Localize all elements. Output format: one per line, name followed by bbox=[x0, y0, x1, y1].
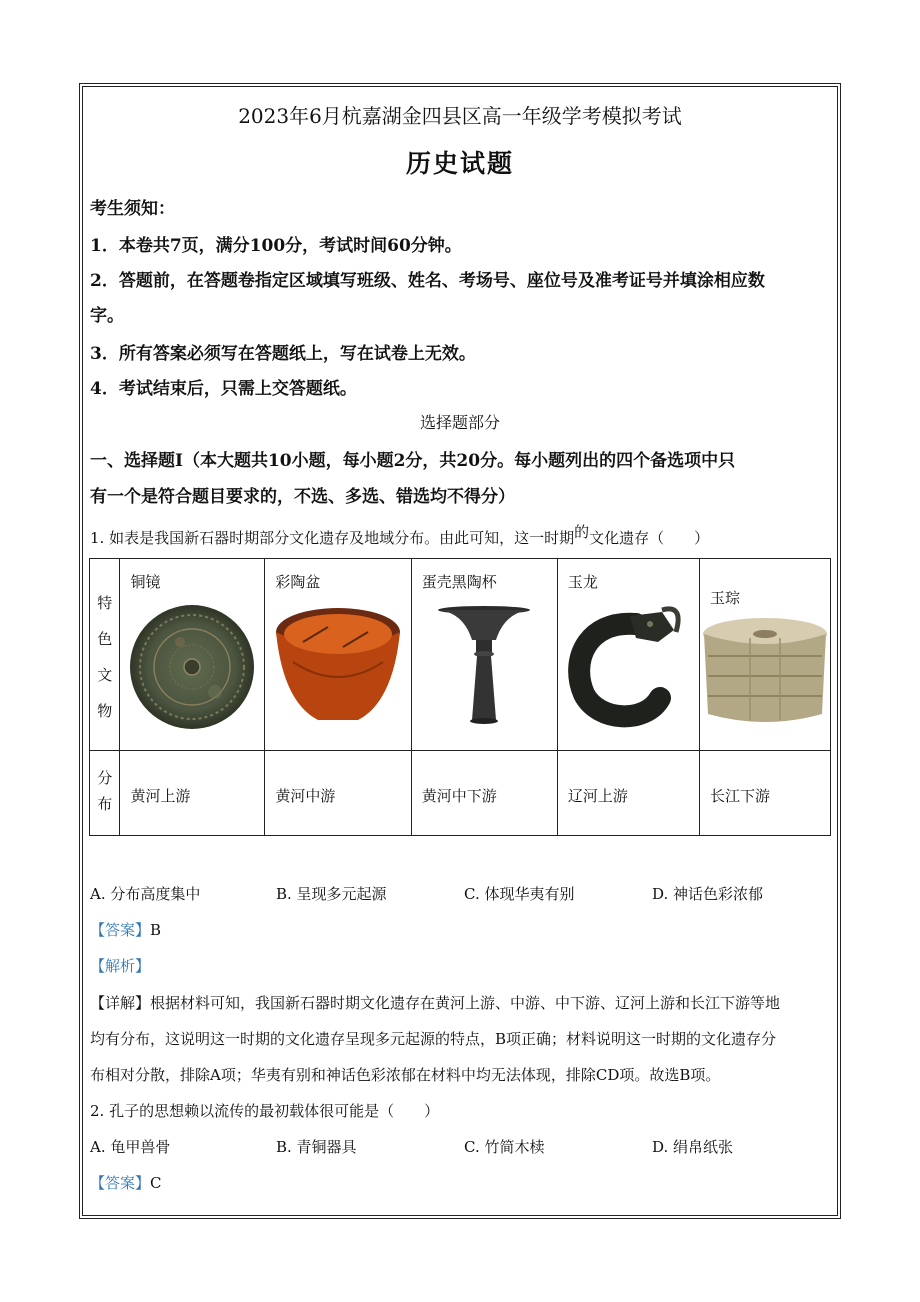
notice-item-3: 3．所有答案必须写在答题纸上，写在试卷上无效。 bbox=[90, 344, 476, 364]
relic-cell-basin bbox=[265, 559, 411, 751]
painted-pottery-basin-icon bbox=[273, 602, 403, 728]
q1-stem-a: 1. 如表是我国新石器时期部分文化遗存及地域分布。由此可知，这一时期 bbox=[90, 529, 575, 547]
q1-detail-line2: 均有分布，这说明这一时期的文化遗存呈现多元起源的特点，B项正确；材料说明这一时期的文化遗存分 bbox=[90, 1030, 777, 1048]
q1-option-b: B. 呈现多元起源 bbox=[276, 885, 387, 903]
q1-option-a: A. 分布高度集中 bbox=[90, 885, 201, 903]
notice-item-4: 4．考试结束后，只需上交答题纸。 bbox=[90, 379, 357, 399]
subject-title: 历史试题 bbox=[405, 149, 514, 178]
relic-name: 蛋壳黑陶杯 bbox=[421, 573, 497, 591]
notice-item-2: 2．答题前，在答题卷指定区域填写班级、姓名、考场号、座位号及准考证号并填涂相应数 bbox=[90, 271, 765, 291]
q2-stem: 2. 孔子的思想赖以流传的最初载体很可能是（ ） bbox=[90, 1102, 440, 1120]
eggshell-black-pottery-cup-icon bbox=[434, 602, 534, 728]
region-cell: 黄河中游 bbox=[265, 751, 411, 836]
q1-stem bbox=[90, 523, 710, 548]
q1-option-c: C. 体现华夷有别 bbox=[464, 885, 575, 903]
answer-value: C bbox=[150, 1174, 162, 1192]
relic-cell-mirror bbox=[120, 559, 265, 751]
relics-table bbox=[89, 558, 831, 836]
relic-name: 玉琮 bbox=[710, 589, 741, 607]
region-cell: 黄河中下游 bbox=[411, 751, 557, 836]
relic-cell-cong bbox=[700, 559, 831, 751]
q1-detail-line3: 布相对分散，排除A项；华夷有别和神话色彩浓郁在材料中均无法体现，排除CD项。故选B项。 bbox=[90, 1066, 721, 1084]
q1-option-d: D. 神话色彩浓郁 bbox=[652, 885, 764, 903]
region-cell: 长江下游 bbox=[700, 751, 831, 836]
q2-option-b: B. 青铜器具 bbox=[276, 1138, 357, 1156]
notice-item-1: 1．本卷共7页，满分100分，考试时间60分钟。 bbox=[90, 236, 462, 256]
answer-tag: 【答案】 bbox=[90, 921, 151, 939]
notice-item-2-cont: 字。 bbox=[90, 306, 124, 326]
notice-heading: 考生须知： bbox=[90, 199, 175, 219]
region-cell: 辽河上游 bbox=[557, 751, 699, 836]
relic-name: 玉龙 bbox=[567, 573, 598, 591]
part1-instructions-line2: 有一个是符合题目要求的，不选、多选、错选均不得分） bbox=[90, 487, 515, 507]
answer-value: B bbox=[150, 921, 162, 939]
row-label-distribution: 分 布 bbox=[90, 751, 120, 836]
q1-analysis-tag: 【解析】 bbox=[90, 957, 151, 975]
q2-option-a: A. 龟甲兽骨 bbox=[90, 1138, 171, 1156]
q2-option-c: C. 竹简木椟 bbox=[464, 1138, 545, 1156]
exam-title: 2023年6月杭嘉湖金四县区高一年级学考模拟考试 bbox=[238, 104, 682, 128]
q2-answer bbox=[90, 1172, 162, 1193]
answer-tag: 【答案】 bbox=[90, 1174, 151, 1192]
q1-answer bbox=[90, 919, 161, 940]
q1-detail-line1: 【详解】根据材料可知，我国新石器时期文化遗存在黄河上游、中游、中下游、辽河上游和长江下游等地 bbox=[90, 994, 781, 1012]
region-cell: 黄河上游 bbox=[120, 751, 265, 836]
relic-name: 铜镜 bbox=[130, 573, 161, 591]
q2-option-d: D. 绢帛纸张 bbox=[652, 1138, 734, 1156]
relic-cell-cup bbox=[411, 559, 557, 751]
relic-cell-dragon bbox=[557, 559, 699, 751]
section-title: 选择题部分 bbox=[419, 413, 500, 432]
bronze-mirror-icon bbox=[125, 602, 259, 732]
q1-stem-b: 文化遗存（ ） bbox=[589, 529, 710, 547]
part1-instructions-line1: 一、选择题Ⅰ（本大题共10小题，每小题2分，共20分。每小题列出的四个备选项中只 bbox=[90, 451, 736, 471]
q1-stem-sup: 的 bbox=[574, 523, 590, 541]
relic-name: 彩陶盆 bbox=[275, 573, 321, 591]
row-label-relics: 特 色 文 物 bbox=[90, 559, 120, 751]
jade-cong-icon bbox=[700, 614, 830, 726]
jade-dragon-icon bbox=[566, 602, 690, 728]
